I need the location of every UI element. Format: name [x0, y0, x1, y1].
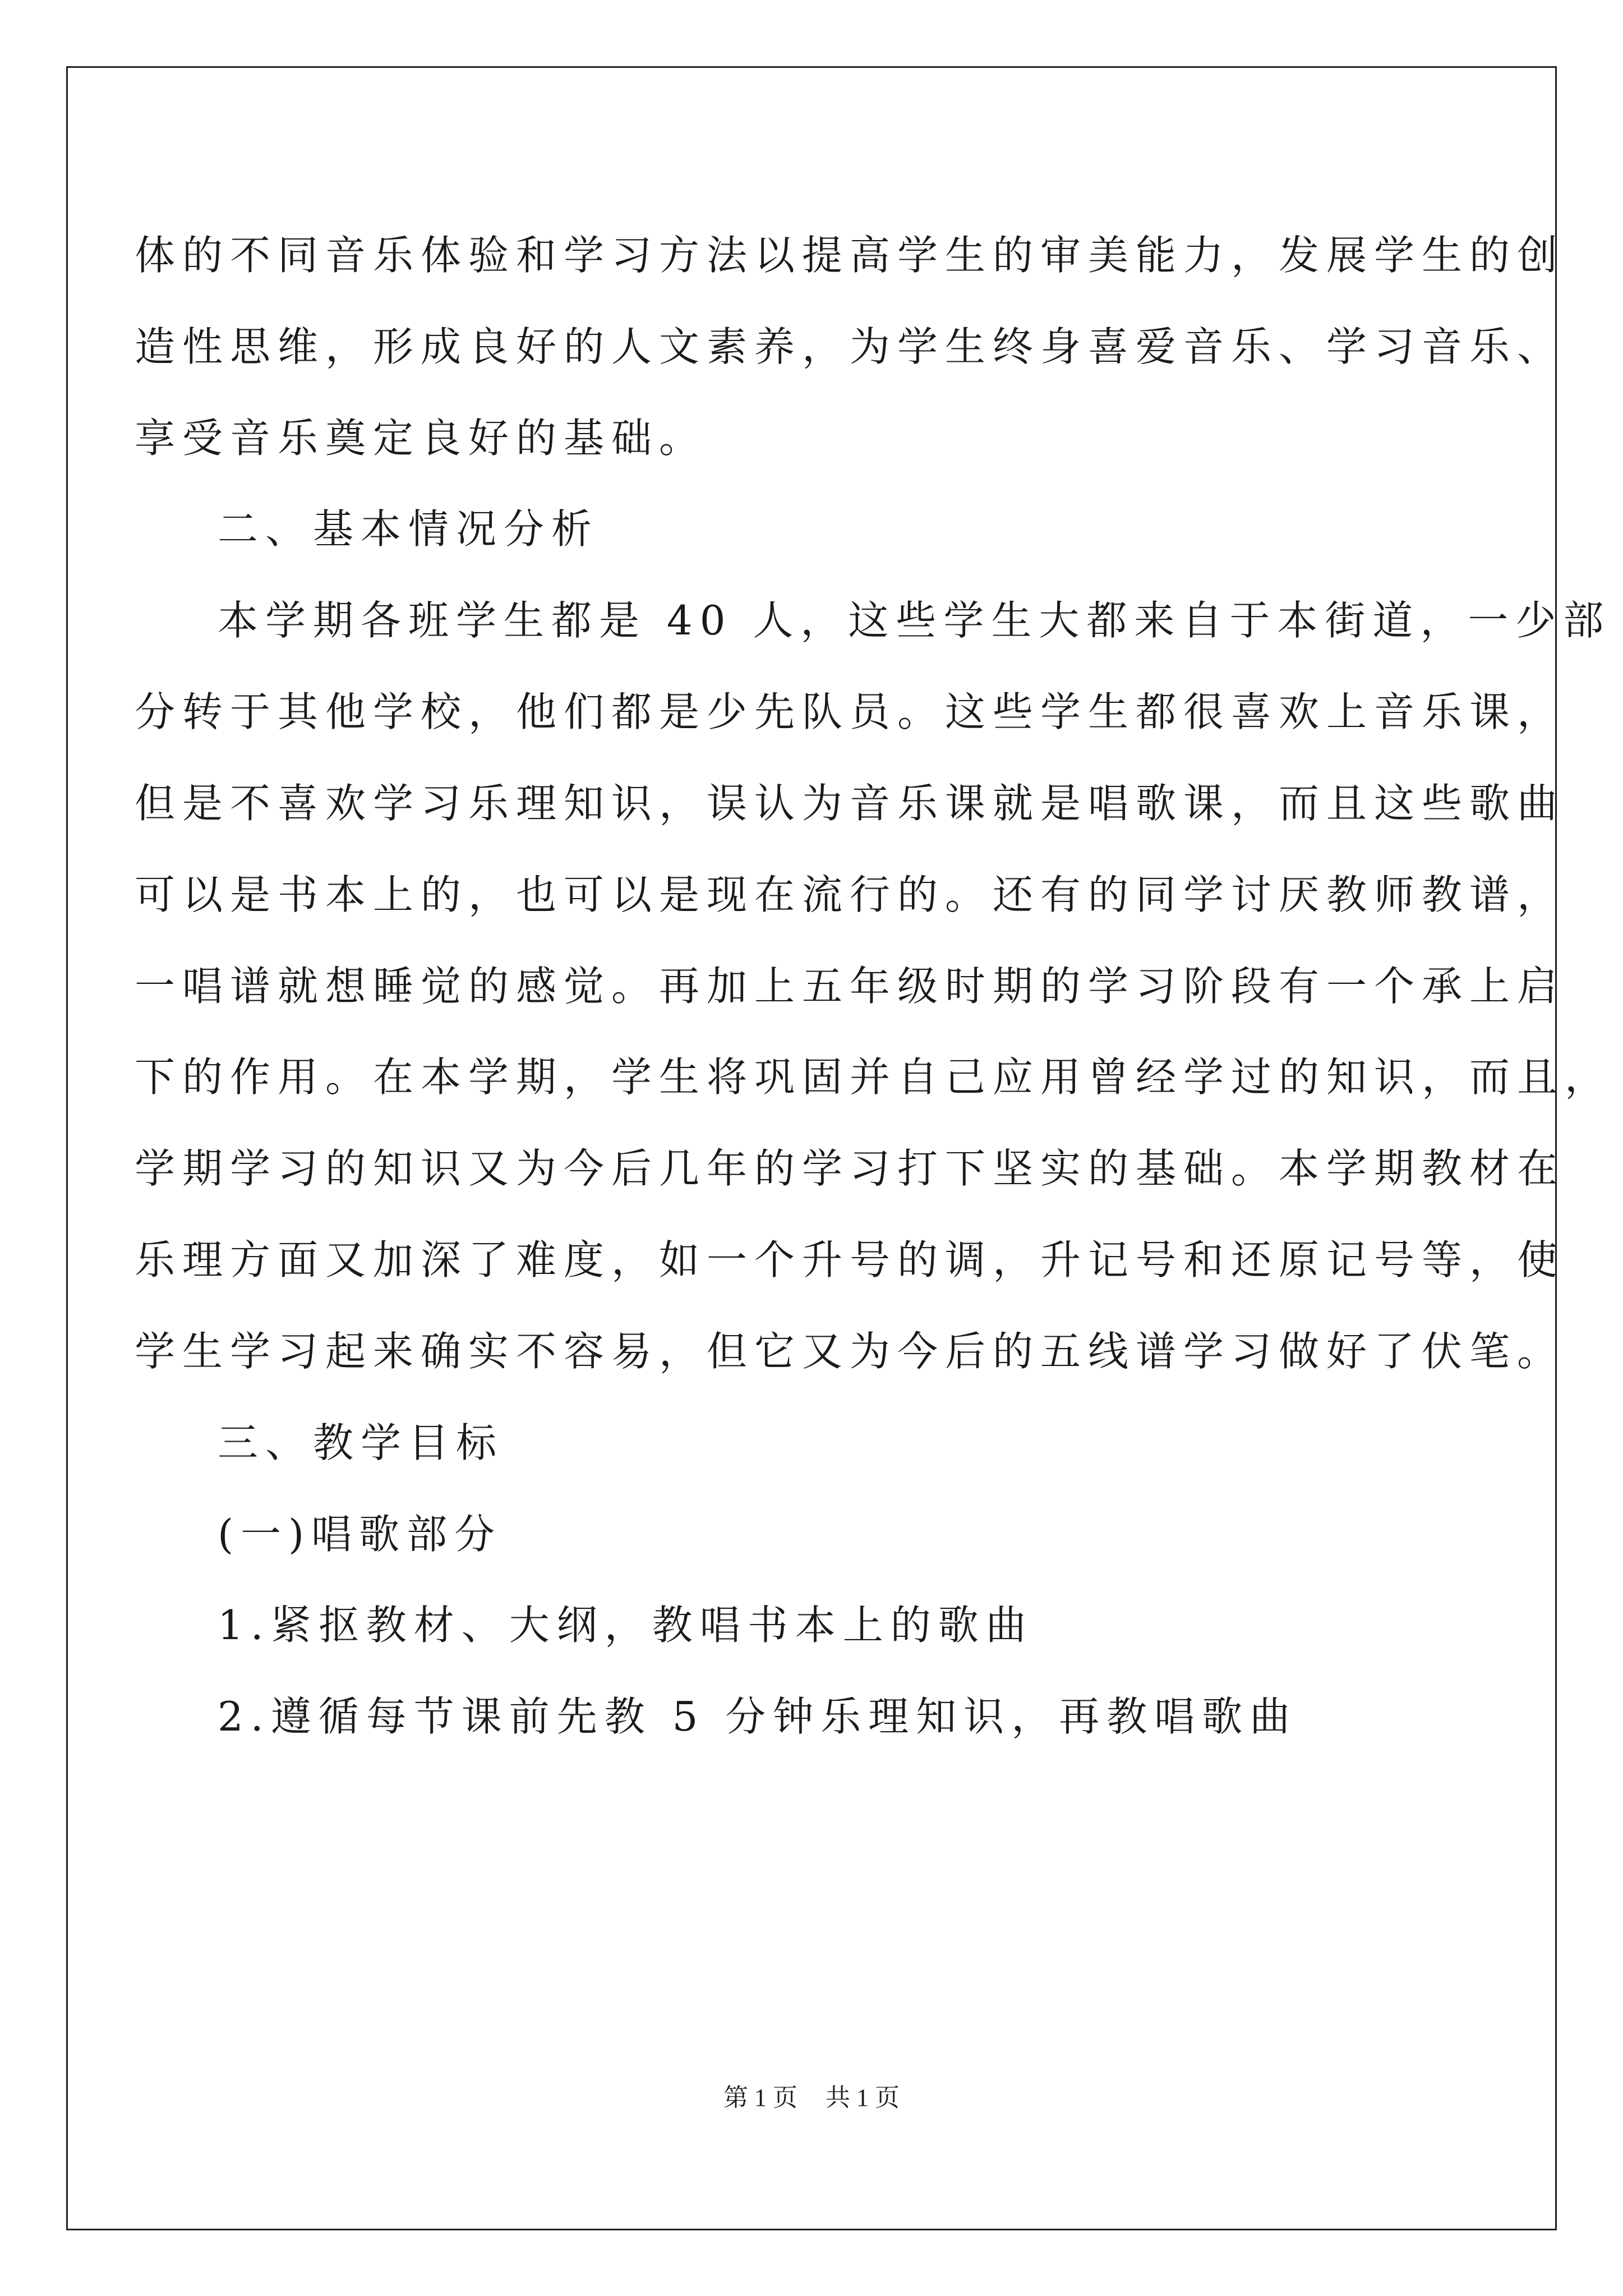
paragraph-line: 享受音乐奠定良好的基础。 — [135, 415, 707, 462]
list-item: 1.紧抠教材、大纲，教唱书本上的歌曲 — [218, 1602, 1034, 1649]
paragraph-line: 可以是书本上的，也可以是现在流行的。还有的同学讨厌教师教谱， — [135, 871, 1565, 918]
section-heading: 二、基本情况分析 — [218, 505, 600, 553]
page-footer — [0, 2081, 1623, 2115]
subsection-heading: (一)唱歌部分 — [218, 1511, 502, 1558]
page-number-total: 共 1 页 — [826, 2084, 900, 2111]
paragraph-line: 本学期各班学生都是 40 人，这些学生大都来自于本街道，一少部 — [218, 597, 1611, 644]
paragraph-line: 学生学习起来确实不容易，但它又为今后的五线谱学习做好了伏笔。 — [135, 1328, 1565, 1375]
paragraph-line: 分转于其他学校，他们都是少先队员。这些学生都很喜欢上音乐课， — [135, 688, 1565, 735]
paragraph-line: 造性思维，形成良好的人文素养，为学生终身喜爱音乐、学习音乐、 — [135, 323, 1565, 370]
list-item: 2.遵循每节课前先教 5 分钟乐理知识，再教唱歌曲 — [218, 1693, 1298, 1740]
section-heading: 三、教学目标 — [218, 1419, 504, 1466]
paragraph-line: 学期学习的知识又为今后几年的学习打下坚实的基础。本学期教材在 — [135, 1145, 1565, 1192]
paragraph-line: 下的作用。在本学期，学生将巩固并自己应用曾经学过的知识，而且， — [135, 1053, 1613, 1101]
paragraph-line: 乐理方面又加深了难度，如一个升号的调，升记号和还原记号等，使 — [135, 1236, 1565, 1283]
paragraph-line: 但是不喜欢学习乐理知识，误认为音乐课就是唱歌课，而且这些歌曲 — [135, 780, 1565, 827]
paragraph-line: 体的不同音乐体验和学习方法以提高学生的审美能力，发展学生的创 — [135, 232, 1565, 279]
page-number-current: 第 1 页 — [723, 2084, 797, 2111]
paragraph-line: 一唱谱就想睡觉的感觉。再加上五年级时期的学习阶段有一个承上启 — [135, 963, 1565, 1010]
